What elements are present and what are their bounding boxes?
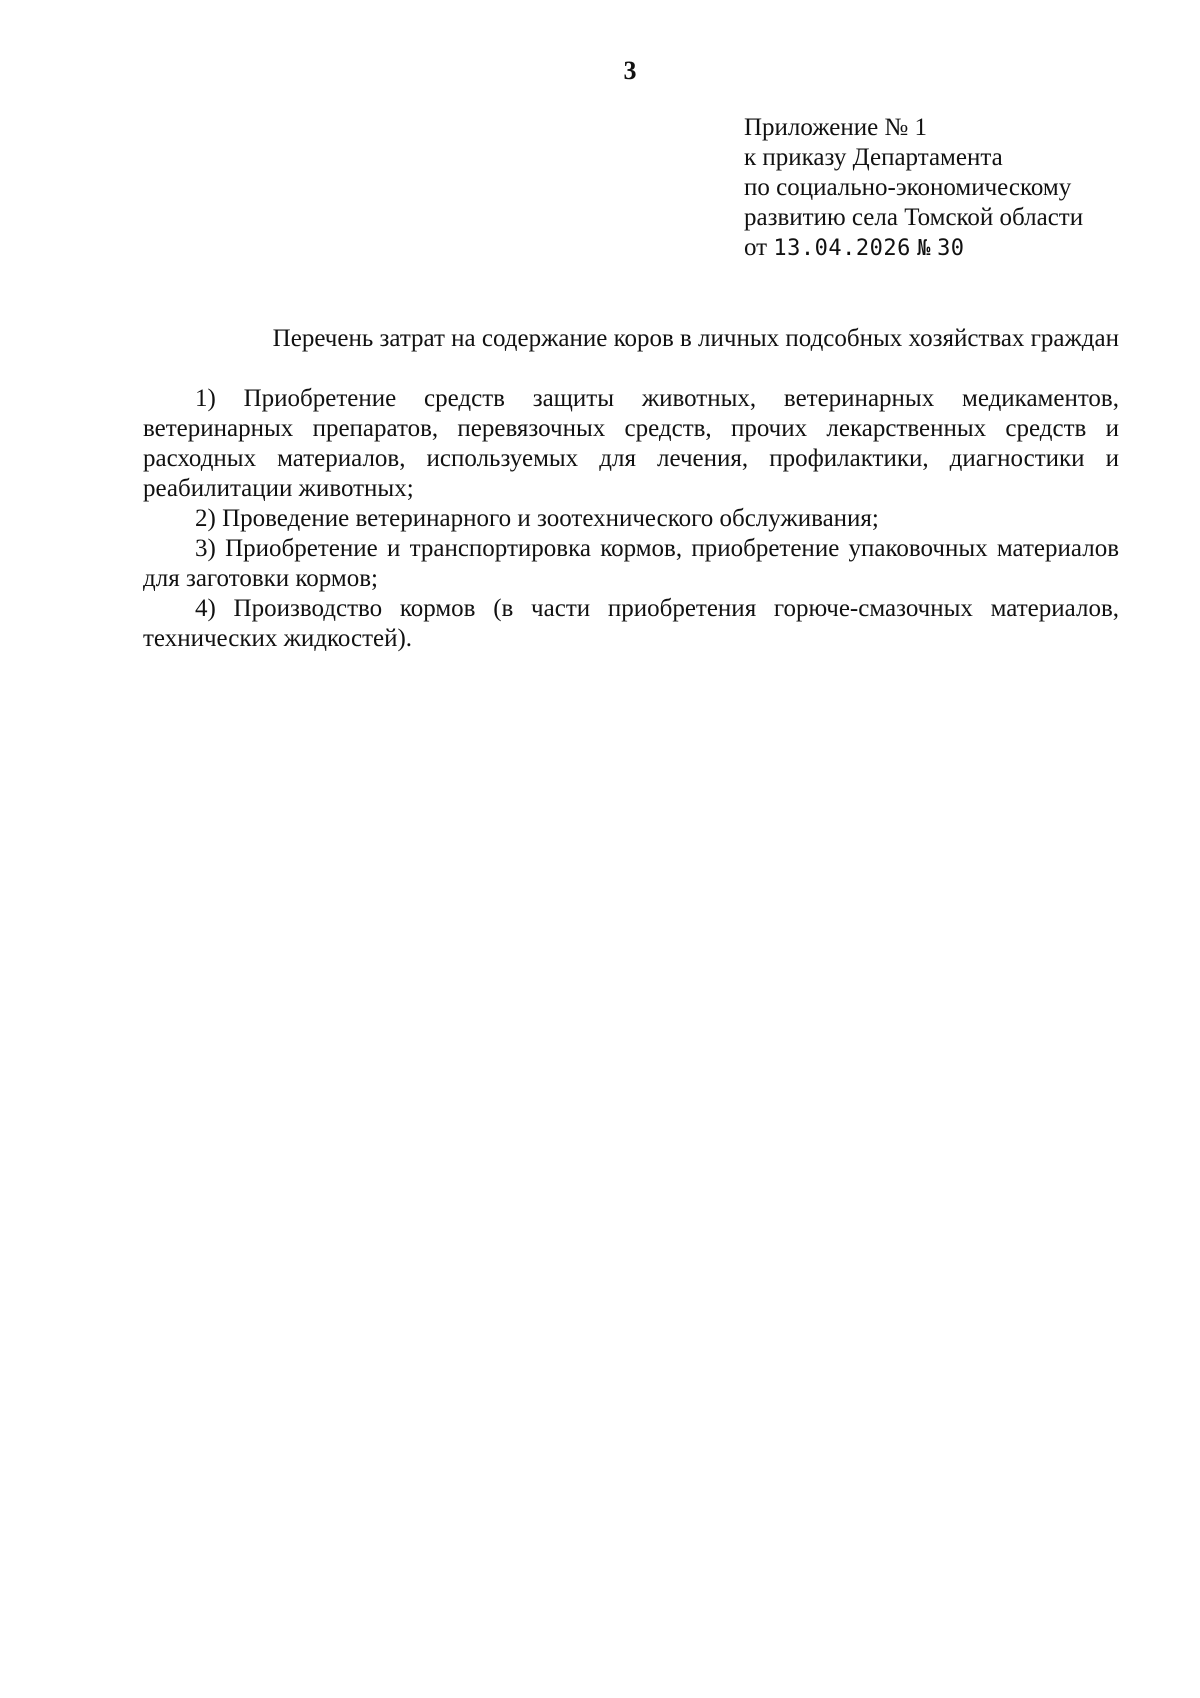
appendix-date: 13.04.2026 [773,236,911,261]
appendix-order-ref: к приказу Департамента [744,144,1003,171]
list-item: 4) Производство кормов (в части приобретения горюче-смазочных материалов, технических жидкостей). [143,595,1119,652]
appendix-region-line: развитию села Томской области [744,204,1084,231]
page-number: 3 [623,56,637,85]
document-title: Перечень затрат на содержание коров в личных подсобных хозяйствах граждан [272,325,1119,352]
appendix-header [744,113,1164,264]
appendix-title: Приложение № 1 [744,114,928,141]
appendix-number-sign: № [917,236,931,261]
list-item: 1) Приобретение средств защиты животных, ветеринарных медикаментов, ветеринарных препаратов, перевязочных средств, прочих лекарственных средств и расходных материалов, используемых для лечения, профилактики, диагностики и реабилитации животных; [143,385,1119,502]
appendix-date-prefix: от [744,234,768,261]
appendix-date-line [744,233,1164,264]
appendix-number: 30 [937,236,965,261]
appendix-department-line: по социально-экономическому [744,174,1072,201]
cost-items-list [143,384,1119,654]
list-item: 3) Приобретение и транспортировка кормов, приобретение упаковочных материалов для заготовки кормов; [143,535,1119,592]
list-item: 2) Проведение ветеринарного и зоотехнического обслуживания; [195,505,879,532]
